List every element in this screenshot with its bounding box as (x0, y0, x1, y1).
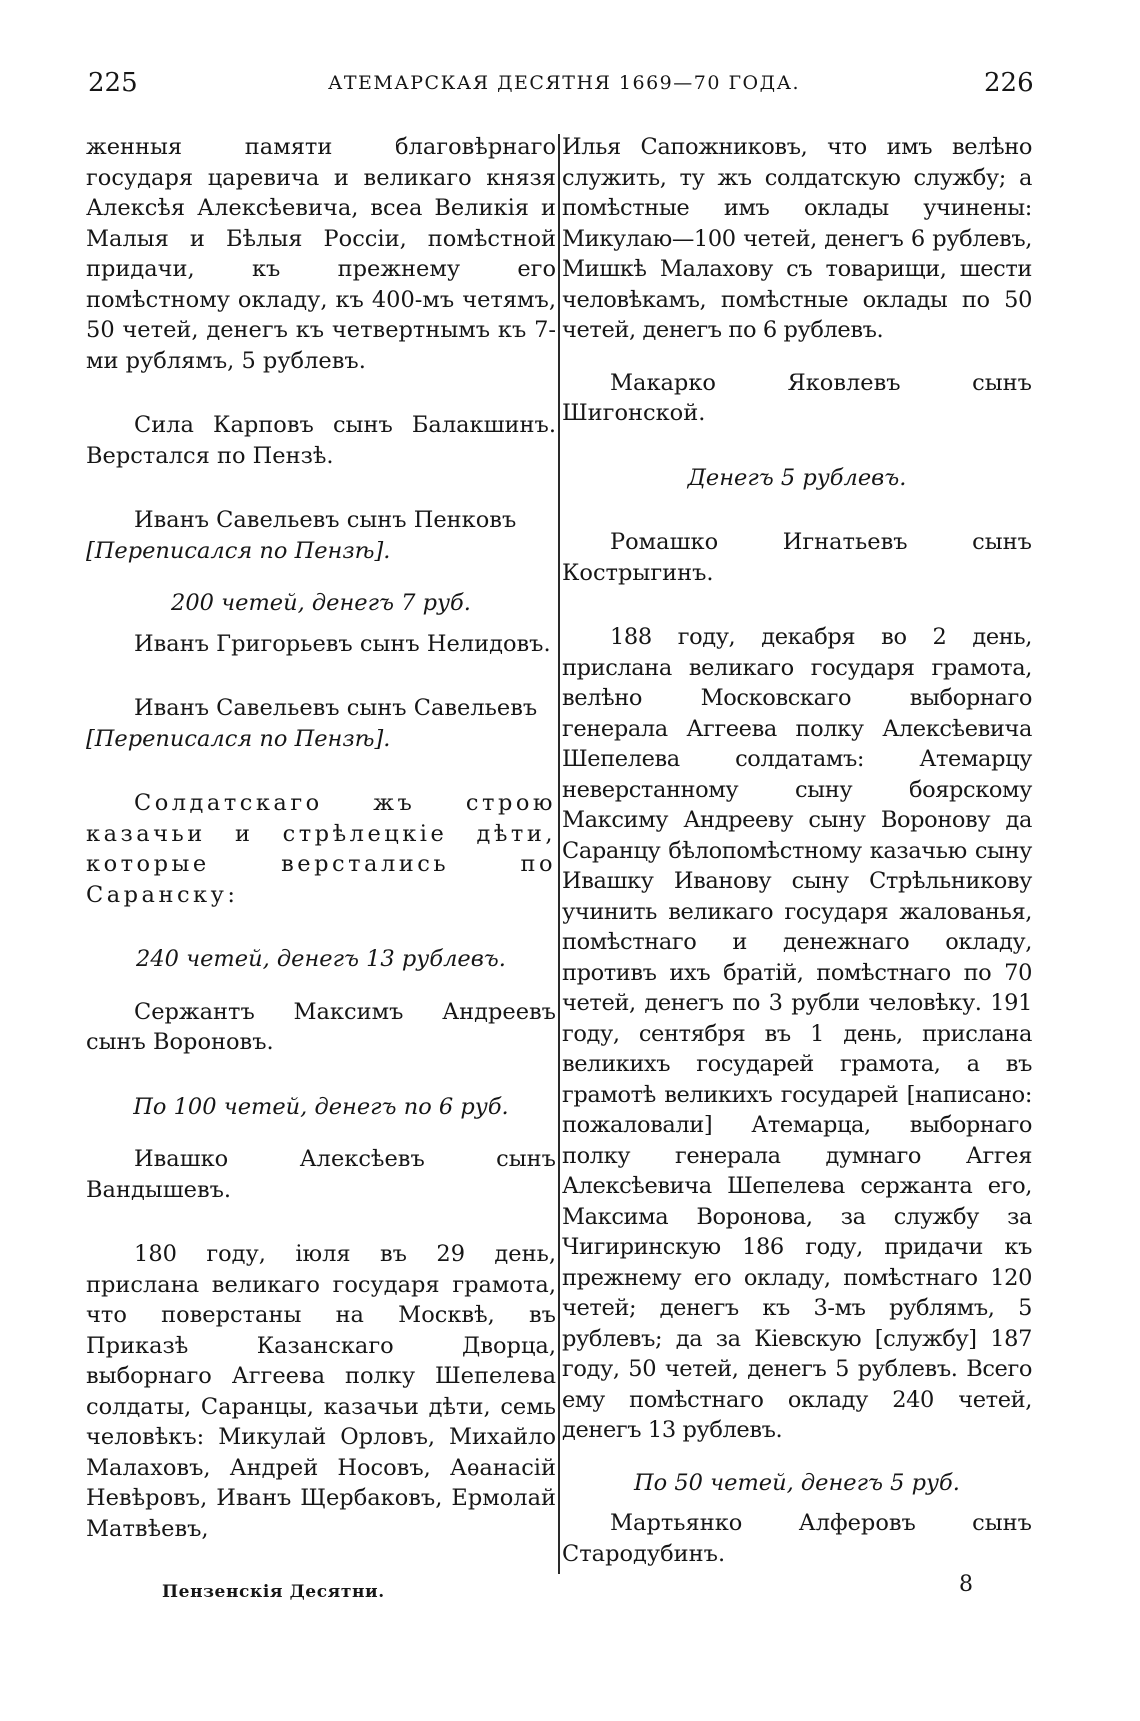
running-title: АТЕМАРСКАЯ ДЕСЯТНЯ 1669—70 ГОДА. (328, 72, 801, 94)
entry-vandyshev: Ивашко Алексѣевъ сынъ Вандышевъ. (86, 1146, 556, 1203)
entry-balakshin: Сила Карповъ сынъ Балакшинъ. Верстался по Пензѣ. (86, 412, 556, 469)
entry-penkov: Иванъ Савельевъ сынъ Пенковъ (134, 507, 517, 533)
paragraph-188: 188 году, декабря во 2 день, прислана великаго государя грамота, велѣно Московскаго выборнаго генерала Аггеева полку Алексѣевича Шепелева солдатамъ: Атемарцу неверстанному сыну боярскому Максиму Андрееву сыну Воронову да Саранцу бѣлопомѣстному казачью сыну Ивашку Иванову сыну Стрѣльникову учинить великаго государя жалованья, помѣстнаго и денежнаго окладу, противъ ихъ братій, помѣстнаго по 70 четей, денегъ по 3 рубли человѣку. 191 году, сентября въ 1 день, прислана великихъ государей грамота, а въ грамотѣ великихъ государей [написано: пожаловали] Атемарца, выборнаго полку генерала думнаго Аггея Алексѣевича Шепелева сержанта его, Максима Воронова, за службу за Чигиринскую 186 году, придачи къ прежнему его окладу, помѣстнаго 120 четей; денегъ къ 3-мъ рублямъ, 5 рублевъ; да за Кіевскую [службу] 187 году, 50 четей, денегъ 5 рублевъ. Всего ему помѣстнаго окладу 240 четей, денегъ 13 рублевъ. (562, 624, 1032, 1443)
note-penkov-text: [Переписался по Пензѣ]. (86, 537, 391, 564)
rank-heading-200: 200 четей, денегъ 7 руб. (171, 590, 471, 616)
page-header (0, 0, 1140, 120)
entry-nelidov: Иванъ Григорьевъ сынъ Нелидовъ. (134, 630, 551, 657)
entry-saveliev: Иванъ Савельевъ сынъ Савельевъ (134, 695, 538, 721)
entry-starodubin: Мартьянко Алферовъ сынъ Стародубинъ. (562, 1510, 1032, 1567)
note-penkov (86, 536, 556, 567)
entry-kostrygin: Ромашко Игнатьевъ сынъ Кострыгинъ. (562, 529, 1032, 586)
sheet-number: 8 (959, 1572, 973, 1597)
rank-heading-100: По 100 четей, денегъ по 6 руб. (133, 1093, 509, 1120)
paragraph-continuation: женныя памяти благовѣрнаго государя царевича и великаго князя Алексѣя Алексѣевича, всеа Великія и Малыя и Бѣлыя Россіи, помѣстной придачи, къ прежнему его помѣстному окладу, къ 400-мъ четямъ, 50 четей, денегъ къ четвертнымъ къ 7-ми рублямъ, 5 рублевъ. (86, 134, 556, 374)
right-column (562, 132, 1032, 1569)
rank-heading-50: По 50 четей, денегъ 5 руб. (634, 1469, 960, 1496)
entry-shigonskoy: Макарко Яковлевъ сынъ Шигонской. (562, 369, 1032, 426)
page-number-left: 225 (88, 68, 138, 98)
column-divider (558, 134, 560, 1574)
paragraph-180: 180 году, іюля въ 29 день, прислана великаго государя грамота, что поверстаны на Москвѣ, въ Приказѣ Казанскаго Дворца, выборнаго Аггеева полку Шепелева солдаты, Саранцы, казачьи дѣти, семь человѣкъ: Микулай Орловъ, Михайло Малаховъ, Андрей Носовъ, Аѳанасій Невѣровъ, Иванъ Щербаковъ, Ермолай Матвѣевъ, (86, 1241, 556, 1542)
paragraph-continuation-right: Илья Сапожниковъ, что имъ велѣно служить, ту жъ солдатскую службу; а помѣстные имъ оклады учинены: Микулаю—100 четей, денегъ 6 рублевъ, Мишкѣ Малахову съ товарищи, шести человѣкамъ, помѣстные оклады по 50 четей, денегъ по 6 рублевъ. (562, 134, 1032, 343)
page-number-right: 226 (984, 68, 1034, 98)
section-heading-soldiers: Солдатскаго жъ строю казачьи и стрѣлецкіе дѣти, которые верстались по Саранску: (86, 790, 556, 908)
note-saveliev-text: [Переписался по Пензѣ]. (86, 725, 391, 752)
rank-heading-240: 240 четей, денегъ 13 рублевъ. (136, 946, 506, 972)
rank-heading-5-rub: Денегъ 5 рублевъ. (687, 464, 907, 491)
signature-mark: Пензенскія Десятни. (162, 1582, 385, 1602)
entry-voronov: Сержантъ Максимъ Андреевъ сынъ Вороновъ. (86, 998, 556, 1055)
left-column (86, 132, 556, 1544)
note-saveliev (86, 724, 556, 755)
